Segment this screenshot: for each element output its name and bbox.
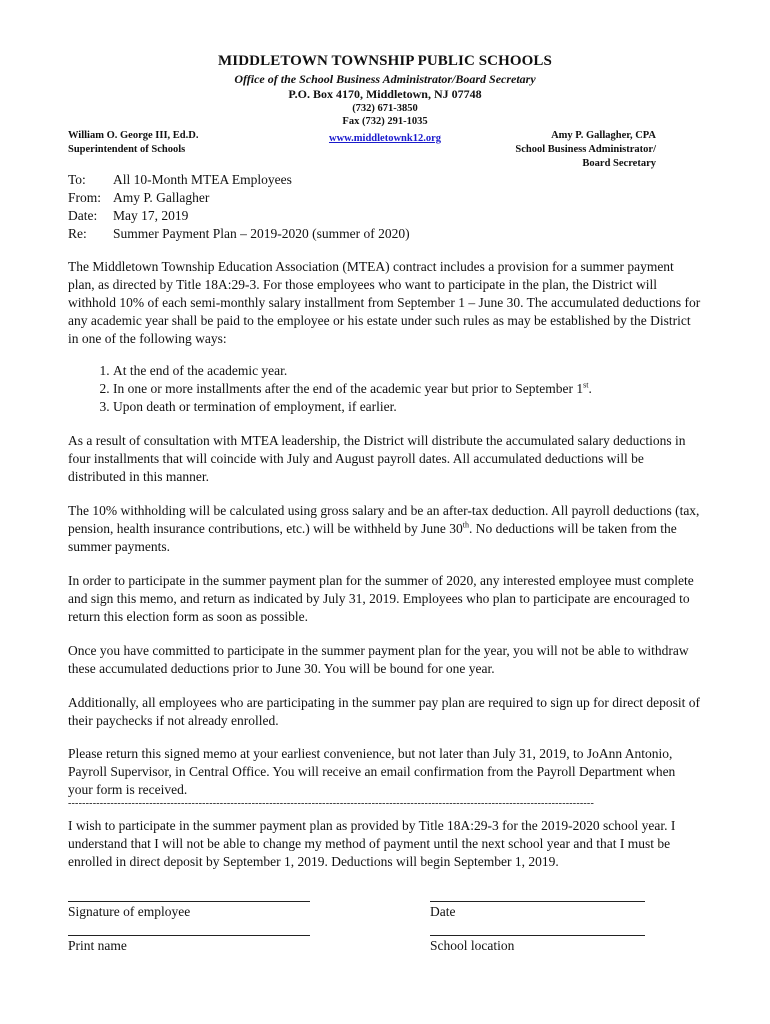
school-location-label: School location (430, 938, 515, 953)
paragraph-text-part: The 10% withholding will be calculated using gross salary and be an after-tax deduction. All payroll deductions (tax, pension, health insurance contributions, etc.) will be withheld by June 30 (68, 503, 700, 536)
memo-re-row (68, 225, 410, 243)
date-label: Date (430, 904, 456, 919)
list-item-text: Upon death or termination of employment, if earlier. (113, 399, 397, 414)
memo-date-value: May 17, 2019 (113, 208, 189, 223)
paragraph-text: Additionally, all employees who are participating in the summer pay plan are required to sign up for direct deposit of their paychecks if not already enrolled. (68, 695, 700, 728)
superintendent-name: William O. George III, Ed.D. (68, 130, 199, 141)
phone: (732) 671-3850 (352, 103, 418, 114)
list-item (113, 380, 703, 398)
signature-line[interactable] (68, 901, 310, 902)
administrator-title-line2: Board Secretary (582, 158, 656, 169)
paragraph-consultation (68, 432, 702, 486)
superintendent-title: Superintendent of Schools (68, 144, 186, 155)
memo-from-label: From: (68, 190, 102, 205)
payment-ways-list (68, 362, 703, 416)
paragraph-withholding (68, 502, 702, 556)
memo-re-label: Re: (68, 226, 87, 241)
list-item-text: At the end of the academic year. (113, 363, 288, 378)
administrator-title-line1: School Business Administrator/ (515, 144, 656, 155)
paragraph-text: The Middletown Township Education Association (MTEA) contract includes a provision for a summer payment plan, as directed by Title 18A:29-3. For those employees who want to participate in the plan, the District will withhold 10% of each semi-monthly salary installment from September 1 – June 30. The accumulated deductions for any academic year shall be paid to the employee or his estate under such rules as may be established by the District in one of the following ways: (68, 259, 701, 346)
memo-to-row (68, 171, 410, 189)
paragraph-return-instructions (68, 745, 702, 799)
paragraph-text: In order to participate in the summer payment plan for the summer of 2020, any interested employee must complete and sign this memo, and return as indicated by July 31, 2019. Employees who plan to participate are encouraged to return this election form as soon as possible. (68, 573, 694, 624)
paragraph-direct-deposit (68, 694, 702, 730)
date-line[interactable] (430, 901, 645, 902)
memo-from-value: Amy P. Gallagher (113, 190, 210, 205)
cut-separator: ----------------------------------------------------------------------------------------------------------------------------------------------------- (68, 798, 594, 809)
ordinal-suffix: th (462, 520, 470, 530)
paragraph-commitment (68, 642, 702, 678)
list-item-end: . (588, 381, 592, 396)
paragraph-contract-provision (68, 258, 702, 348)
print-name-label: Print name (68, 938, 127, 953)
paragraph-participation (68, 572, 702, 626)
memo-to-value: All 10-Month MTEA Employees (113, 172, 292, 187)
list-item (113, 398, 703, 416)
administrator-block (515, 129, 656, 171)
school-location-line[interactable] (430, 935, 645, 936)
memo-from-row (68, 189, 410, 207)
list-item-text: In one or more installments after the end of the academic year but prior to September 1 (113, 381, 584, 396)
paragraph-text: Please return this signed memo at your earliest convenience, but not later than July 31, 2019, to JoAnn Antonio, Payroll Supervisor, in Central Office. You will receive an email confirmation from the Payroll Department when your form is received. (68, 746, 676, 797)
paragraph-text: As a result of consultation with MTEA leadership, the District will distribute the accumulated salary deductions in four installments that will coincide with July and August payroll dates. All accumulated deductions will be distributed in this manner. (68, 433, 686, 484)
paragraph-text (68, 502, 702, 556)
district-name: MIDDLETOWN TOWNSHIP PUBLIC SCHOOLS (218, 53, 552, 69)
memo-header (68, 171, 410, 243)
list-item (113, 362, 703, 380)
office-name: Office of the School Business Administrator/Board Secretary (234, 72, 536, 86)
memo-re-value: Summer Payment Plan – 2019-2020 (summer of 2020) (113, 226, 410, 241)
election-statement (68, 817, 702, 871)
memo-date-label: Date: (68, 208, 98, 223)
memo-to-label: To: (68, 172, 86, 187)
paragraph-text: Once you have committed to participate in the summer payment plan for the year, you will not be able to withdraw these accumulated deductions prior to June 30. You will be bound for one year. (68, 643, 689, 676)
paragraph-text-part: . No deductions will be taken from the summer payments. (68, 521, 677, 554)
address: P.O. Box 4170, Middletown, NJ 07748 (288, 87, 482, 101)
administrator-name: Amy P. Gallagher, CPA (551, 130, 656, 141)
ordinal-suffix: st (583, 380, 589, 390)
website-link[interactable]: www.middletownk12.org (328, 133, 441, 144)
signature-label: Signature of employee (68, 904, 191, 919)
memo-date-row (68, 207, 410, 225)
paragraph-text: I wish to participate in the summer payment plan as provided by Title 18A:29-3 for the 2019-2020 school year. I understand that I will not be able to change my method of payment until the next school year and that I must be enrolled in direct deposit by September 1, 2019. Deductions will begin September 1, 2019. (68, 818, 676, 869)
superintendent-block (68, 129, 198, 157)
fax: Fax (732) 291-1035 (342, 116, 428, 127)
print-name-line[interactable] (68, 935, 310, 936)
